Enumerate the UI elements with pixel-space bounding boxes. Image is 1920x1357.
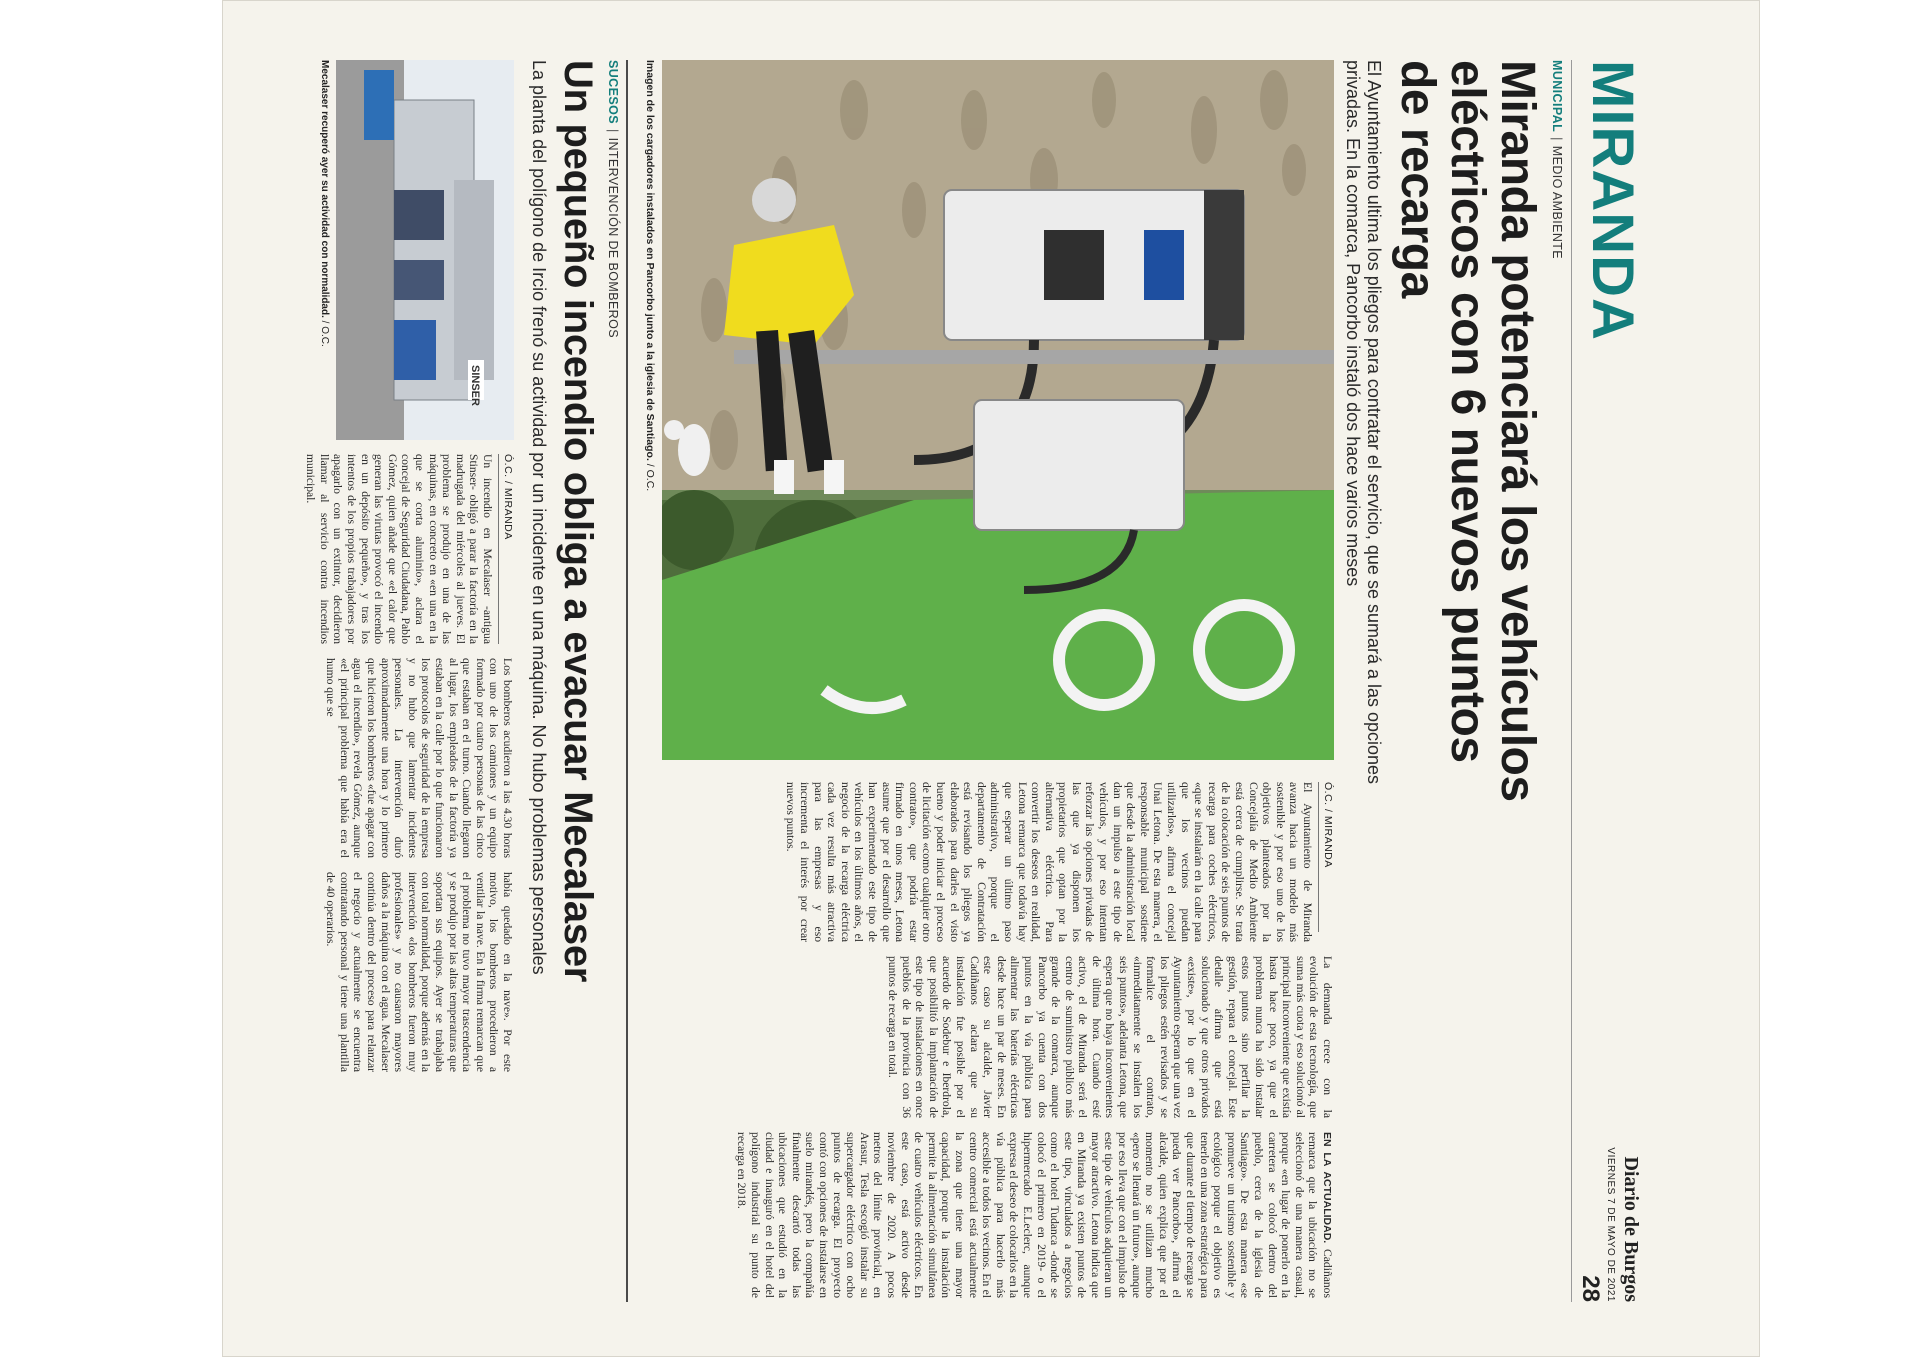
article1-byline: Ó.C. / MIRANDA <box>1318 782 1334 932</box>
article2-caption-text: Mecalaser recuperó ayer su actividad con normalidad. <box>319 60 330 318</box>
newspaper-page <box>122 0 1660 1330</box>
scanner-margin <box>1760 0 1920 1357</box>
section-title: MIRANDA <box>1580 60 1645 341</box>
page-number: 28 <box>1577 1275 1604 1302</box>
article2-photo-caption <box>319 60 330 440</box>
article1-column-2: La demanda crece con la evolución de esta tecnología, que suma más cuota y eso solucionó al principal inconveniente que existía hasta hace poco, ya que el problema nunca ha sido instalar estos puntos sino perfilar la gestión, repara el concejal. Este detalle afirma que está solucionado y que otros privados «existe», por lo que en el Ayuntamiento esperan que una vez los pliegos estén revisados y se formalice el contrato, «inmediatamente se instalen los seis puntos», adelanta Letona, que espera que no haya inconvenientes de última hora. Cuando esté activo, el de Miranda será el centro de suministro público más grande de la comarca, aunque Pancorbo ya cuenta con dos puntos en la vía pública para alimentar las baterías eléctricas desde hace un par de meses. En este caso su alcalde, Javier Cadiñanos aclara que su instalación fue posible por el acuerdo de Sodebur e Iberdrola, que posibilitó la implantación de este tipo de instalaciones en once pueblos de la provincia con 36 puntos de recarga en total. <box>886 956 1334 1118</box>
issue-date: VIERNES 7 DE MAYO DE 2021 <box>1605 1147 1616 1302</box>
charging-station-illustration <box>662 60 1334 760</box>
article1-caption-text: Imagen de los cargadores instalados en Pancorbo junto a la iglesia de Santiago. <box>644 60 656 461</box>
article1-kicker: MUNICIPAL|MEDIO AMBIENTE <box>1550 60 1564 260</box>
article2-column-1: Un incendio en Mecalaser -antigua Stinser- obligó a parar la factoría en la madrugada del miércoles al jueves. El problema se produjo en una de las máquinas, en concreto en «en una en la que se corta aluminio», aclara el concejal de Seguridad Ciudadana, Pablo Gómez, quien añade que «el calor que generan las virutas provocó el incendio en un depósito pequeño», y tras los intentos de los propios trabajadores por apagarlo con un extintor, decidieron llamar al servicio contra incendios municipal. <box>304 454 494 644</box>
factory-illustration <box>336 60 514 440</box>
article1-column-1: El Ayuntamiento de Miranda avanza hacia un modelo más sostenible y por eso uno de los objetivos planteados por la Concejalía de Medio Ambiente está cerca de cumplirse. Se trata de la colocación de seis puntos de recarga para coches eléctricos, «que se instalarán en la calle para que los vecinos puedan utilizarlos», afirma el concejal Unai Letona. De esta manera, el responsable municipal sostiene que desde la administración local dan un impulso a este tipo de vehículos, y por eso intentan reforzar las opciones privadas de las que ya disponen los propietarios que optan por la alternativa eléctrica. Para convertir los deseos en realidad, Letona remarca que todavía hay que esperar un último paso administrativo, porque el departamento de Contratación está revisando los pliegos ya elaborados para darles el visto bueno y poder iniciar el proceso de licitación «como cualquier otro contrato», que podría estar firmado en unos meses, Letona asume que por el desarrollo que han experimentado este tipo de vehículos en los últimos años, el negocio de la recarga eléctrica cada vez resulta más atractiva para las empresas y eso incrementa el interés por crear nuevos puntos. <box>784 782 1314 942</box>
factory-photo <box>336 60 514 440</box>
article2-headline: Un pequeño incendio obliga a evacuar Mecalaser <box>556 60 600 983</box>
article2-column-2: Los bomberos acudieron a las 4.30 horas con uno de los camiones y un equipo formado por cuatro personas de las cinco que estaban en el turno. Cuando llegaron al lugar, los empleados de la factoría ya estaban en la calle por lo que funcionaron los protocolos de seguridad de la empresa y no hubo que lamentar incidentes personales. La intervención duró aproximadamente una hora y lo primero que hicieron los bomberos «fue apagar con agua el incendio», revela Gómez, aunque «el principal problema que había era el humo que se <box>324 658 514 858</box>
article2-column-3: había quedado en la nave». Por este motivo, los bomberos procedieron a ventilar la nave. En la firma remarcan que el problema no tuvo mayor trascendencia y se produjo por las altas temperaturas que soportan sus equipos. Ayer se trabajaba con total normalidad, porque además en la intervención «los bomberos fueron muy profesionales» y no causaron mayores daños a la máquina con el agua. Mecalaser continúa dentro del proceso para relanzar el negocio y actualmente se encuentra contratando personal y tiene una plantilla de 40 operarios. <box>324 872 514 1072</box>
article1-subhead: El Ayuntamiento ultima los pliegos para contratar el servicio, que se sumará a las opciones privadas. En la comarca, Pancorbo instaló dos hace varios meses <box>1343 60 1384 785</box>
article2-top-rule <box>626 60 628 1302</box>
charging-station-photo <box>662 60 1334 760</box>
header-rule <box>1571 60 1572 1302</box>
article2-byline: Ó.C. / MIRANDA <box>498 454 514 644</box>
factory-sign: SINSER <box>469 365 481 406</box>
article1-photo-credit: / O.C. <box>644 463 656 492</box>
article1-column-3 <box>735 1132 1334 1298</box>
article2-category: SUCESOS <box>606 60 620 124</box>
article2-photo-credit: / O.C. <box>319 320 330 347</box>
article2-topic: INTERVENCIÓN DE BOMBEROS <box>606 137 620 338</box>
article2-kicker: SUCESOS|INTERVENCIÓN DE BOMBEROS <box>606 60 620 338</box>
article1-photo-caption <box>644 60 656 760</box>
article1-topic: MEDIO AMBIENTE <box>1550 145 1564 260</box>
article1-column-3-lead: EN LA ACTUALIDAD. <box>1321 1132 1333 1244</box>
article1-column-3-text: Cadiñanos remarca que la ubicación no se seleccionó de una manera casual, porque «en lugar de ponerlo en la carretera se colocó dentro del pueblo, cerca de la iglesia de Santiago». De esta manera «se promueve un turismo sostenible y ecológico porque el objetivo es tenerlo en una zona estratégica para que durante el tiempo de recarga se pueda ver Pancorbo», afirma el alcalde, quien explica que por el momento no se utilizan mucho «pero se llenará un futuro», aunque por eso lleva que con el impulso de este tipo de vehículos adquieran un mayor atractivo. Letona indica que en Miranda ya existen puntos de este tipo, vinculados a negocios como el hotel Tudanca -donde se colocó el primero en 2019- o el hipermercado E.Leclerc, aunque expresa el deseo de colocarlos en la vía pública para hacerlo más accesible a todos los vecinos. En el centro comercial está actualmente la zona que tiene una mayor capacidad, porque la instalación permite la alimentación simultánea de cuatro vehículos eléctricos. En este caso, está activo desde noviembre de 2020. A pocos metros del límite provincial, en Arasur, Tesla escogió instalar su supercargador eléctrico con ocho puntos de recarga. El proyecto contó con opciones de instalarse en suelo mirandés, pero la compañía finalmente descartó todas las ubicaciones que estudió en la ciudad e inauguró en el hotel del polígono industrial su punto de recarga en 2018. <box>735 1132 1334 1298</box>
article2-subhead: La planta del polígono de Ircio frenó su actividad por un incidente en una máquina. No hubo problemas personales <box>529 60 549 975</box>
article1-category: MUNICIPAL <box>1550 60 1564 133</box>
article1-headline: Miranda potenciará los vehículos eléctricos con 6 nuevos puntos de recarga <box>1391 60 1544 802</box>
newspaper-brand: Diario de Burgos <box>1620 1156 1642 1302</box>
